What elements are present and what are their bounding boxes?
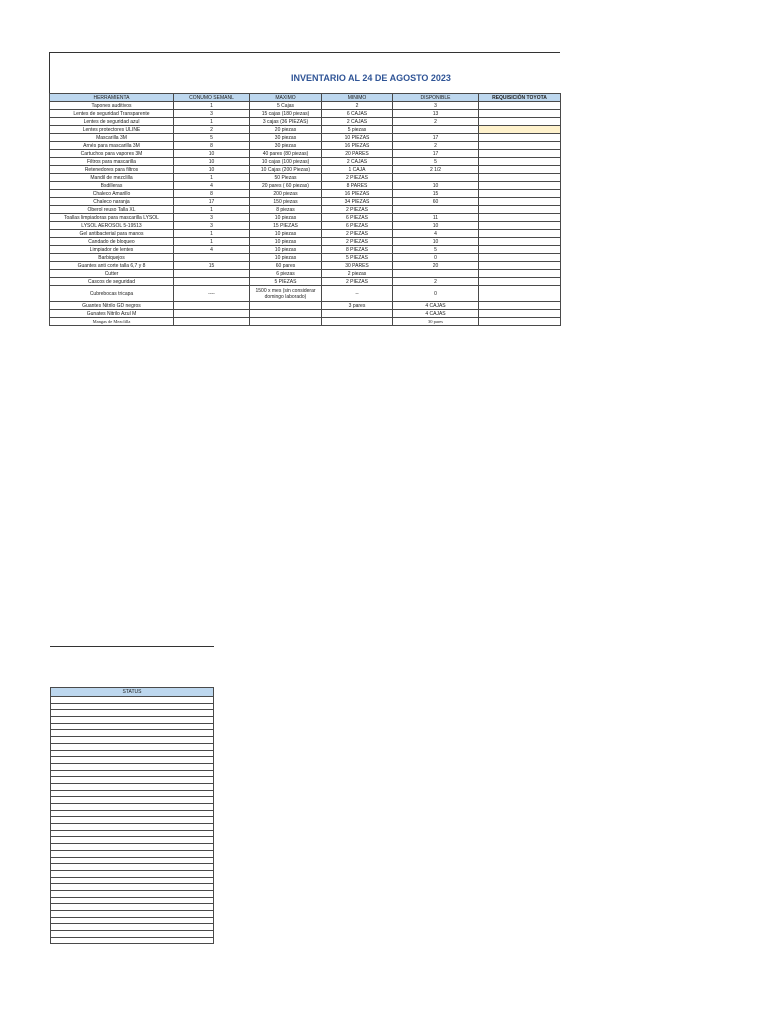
status-cell[interactable]	[51, 884, 214, 891]
cell-minimo[interactable]: 8 PIEZAS	[322, 246, 393, 254]
cell-minimo[interactable]: 6 CAJAS	[322, 110, 393, 118]
table-row	[50, 238, 561, 246]
cell-maximo[interactable]: 30 piezas	[250, 142, 322, 150]
cell-disponible[interactable]: 17	[393, 134, 479, 142]
cell-consumo[interactable]: 1	[174, 174, 250, 182]
cell-disponible[interactable]: 3	[393, 102, 479, 110]
status-cell[interactable]	[51, 937, 214, 944]
cell-disponible[interactable]: 0	[393, 286, 479, 302]
status-row	[51, 697, 214, 704]
status-cell[interactable]	[51, 750, 214, 757]
cell-minimo[interactable]	[322, 318, 393, 326]
cell-requisicion[interactable]	[479, 302, 561, 310]
cell-requisicion[interactable]	[479, 198, 561, 206]
status-row	[51, 703, 214, 710]
cell-herramienta[interactable]: LYSOL AEROSOL 5-19513	[50, 222, 174, 230]
status-row	[51, 844, 214, 851]
cell-requisicion[interactable]	[479, 158, 561, 166]
status-row	[51, 743, 214, 750]
status-row	[51, 897, 214, 904]
header-requisicion-toyota[interactable]: REQUISICIÓN TOYOTA	[479, 94, 561, 102]
status-row	[51, 931, 214, 938]
inventory-body	[50, 102, 561, 326]
status-row	[51, 830, 214, 837]
cell-herramienta[interactable]: Filtros para mascarilla	[50, 158, 174, 166]
cell-herramienta[interactable]: Mangas de Mezclilla	[50, 318, 174, 326]
status-row	[51, 777, 214, 784]
cell-maximo[interactable]: 15 cajas (180 piezas)	[250, 110, 322, 118]
status-row	[51, 770, 214, 777]
header-consumo-semanal[interactable]: CONUMO SEMANL	[174, 94, 250, 102]
cell-consumo[interactable]: 4	[174, 246, 250, 254]
cell-consumo[interactable]	[174, 270, 250, 278]
cell-consumo[interactable]	[174, 278, 250, 286]
cell-herramienta[interactable]: Mascarilla 3M	[50, 134, 174, 142]
cell-maximo[interactable]: 20 pares ( 60 piezas)	[250, 182, 322, 190]
status-cell[interactable]	[51, 790, 214, 797]
cell-disponible[interactable]: 20	[393, 262, 479, 270]
cell-requisicion[interactable]	[479, 318, 561, 326]
table-row	[50, 174, 561, 182]
cell-minimo[interactable]: 2 PIEZAS	[322, 174, 393, 182]
cell-herramienta[interactable]: Toallas limpiadoras para mascarilla LYSOL	[50, 214, 174, 222]
status-row	[51, 917, 214, 924]
header-herramienta[interactable]: HERRAMIENTA	[50, 94, 174, 102]
table-row	[50, 278, 561, 286]
cell-disponible[interactable]: 4 CAJAS	[393, 302, 479, 310]
cell-requisicion[interactable]	[479, 286, 561, 302]
cell-consumo[interactable]: 4	[174, 182, 250, 190]
cell-consumo[interactable]: 10	[174, 158, 250, 166]
cell-minimo[interactable]: 30 PARES	[322, 262, 393, 270]
cell-requisicion[interactable]	[479, 270, 561, 278]
cell-maximo[interactable]: 10 piezas	[250, 230, 322, 238]
cell-maximo[interactable]: 10 cajas (100 piezas)	[250, 158, 322, 166]
status-cell[interactable]	[51, 917, 214, 924]
cell-requisicion[interactable]	[479, 190, 561, 198]
table-row	[50, 110, 561, 118]
status-row	[51, 884, 214, 891]
cell-requisicion[interactable]	[479, 126, 561, 134]
status-cell[interactable]	[51, 723, 214, 730]
cell-requisicion[interactable]	[479, 174, 561, 182]
status-cell[interactable]	[51, 864, 214, 871]
cell-minimo[interactable]: 16 PIEZAS	[322, 142, 393, 150]
cell-minimo[interactable]	[322, 310, 393, 318]
table-row	[50, 198, 561, 206]
cell-minimo[interactable]: 5 piezas	[322, 126, 393, 134]
cell-minimo[interactable]: 6 PIEZAS	[322, 222, 393, 230]
cell-consumo[interactable]: 3	[174, 214, 250, 222]
cell-consumo[interactable]: 8	[174, 142, 250, 150]
cell-disponible[interactable]: 2	[393, 278, 479, 286]
cell-maximo[interactable]: 5 PIEZAS	[250, 278, 322, 286]
cell-consumo[interactable]: 17	[174, 198, 250, 206]
cell-consumo[interactable]: 8	[174, 190, 250, 198]
cell-herramienta[interactable]: Chaleco naranja	[50, 198, 174, 206]
cell-requisicion[interactable]	[479, 142, 561, 150]
cell-disponible[interactable]	[393, 270, 479, 278]
sheet-title: INVENTARIO AL 24 DE AGOSTO 2023	[291, 73, 451, 83]
status-cell[interactable]	[51, 824, 214, 831]
cell-herramienta[interactable]: Tapones auditivos	[50, 102, 174, 110]
cell-herramienta[interactable]: Guantes Nitrilo GD negros	[50, 302, 174, 310]
status-row	[51, 850, 214, 857]
cell-maximo[interactable]: 10 Cajas (200 Piezas)	[250, 166, 322, 174]
cell-minimo[interactable]: 3 pares	[322, 302, 393, 310]
status-row	[51, 870, 214, 877]
cell-maximo[interactable]: 10 piezas	[250, 214, 322, 222]
status-cell[interactable]	[51, 777, 214, 784]
table-row	[50, 214, 561, 222]
status-cell[interactable]	[51, 890, 214, 897]
status-cell[interactable]	[51, 730, 214, 737]
status-cell[interactable]	[51, 804, 214, 811]
table-row	[50, 134, 561, 142]
table-row	[50, 246, 561, 254]
status-cell[interactable]	[51, 924, 214, 931]
table-row	[50, 158, 561, 166]
status-cell[interactable]	[51, 844, 214, 851]
cell-minimo[interactable]: 2 CAJAS	[322, 158, 393, 166]
header-minimo[interactable]: MINIMO	[322, 94, 393, 102]
cell-minimo[interactable]: 2	[322, 102, 393, 110]
status-cell[interactable]	[51, 830, 214, 837]
cell-herramienta[interactable]: Cubrebocas tricapa	[50, 286, 174, 302]
cell-requisicion[interactable]	[479, 134, 561, 142]
cell-disponible[interactable]: 2	[393, 142, 479, 150]
cell-minimo[interactable]: 6 PIEZAS	[322, 214, 393, 222]
cell-consumo[interactable]: 1	[174, 102, 250, 110]
cell-disponible[interactable]: 10	[393, 222, 479, 230]
status-row	[51, 737, 214, 744]
status-header[interactable]: STATUS	[51, 688, 214, 697]
status-row	[51, 817, 214, 824]
status-cell[interactable]	[51, 897, 214, 904]
sheet-top-border	[49, 52, 560, 53]
status-row	[51, 877, 214, 884]
status-row	[51, 904, 214, 911]
table-row	[50, 206, 561, 214]
status-row	[51, 710, 214, 717]
cell-requisicion[interactable]	[479, 102, 561, 110]
table-row	[50, 118, 561, 126]
table-row	[50, 302, 561, 310]
cell-maximo[interactable]: 10 piezas	[250, 254, 322, 262]
cell-requisicion[interactable]	[479, 214, 561, 222]
cell-minimo[interactable]: 8 PARES	[322, 182, 393, 190]
cell-herramienta[interactable]: Barbiquejos	[50, 254, 174, 262]
cell-disponible[interactable]	[393, 174, 479, 182]
table-row	[50, 142, 561, 150]
cell-herramienta[interactable]: Gunates Nitrilo Azul M	[50, 310, 174, 318]
table-row	[50, 254, 561, 262]
cell-maximo[interactable]: 10 piezas	[250, 246, 322, 254]
table-row	[50, 150, 561, 158]
cell-consumo[interactable]	[174, 310, 250, 318]
cell-maximo[interactable]: 30 piezas	[250, 134, 322, 142]
header-disponible[interactable]: DISPONIBLE	[393, 94, 479, 102]
cell-herramienta[interactable]: Gel antibacterial para manos	[50, 230, 174, 238]
table-row	[50, 126, 561, 134]
cell-disponible[interactable]: 0	[393, 254, 479, 262]
status-row	[51, 730, 214, 737]
cell-minimo[interactable]: 34 PIEZAS	[322, 198, 393, 206]
cell-minimo[interactable]: 10 PIEZAS	[322, 134, 393, 142]
cell-disponible[interactable]: 15	[393, 190, 479, 198]
table-row	[50, 182, 561, 190]
cell-disponible[interactable]: 30 pares	[393, 318, 479, 326]
cell-disponible[interactable]: 5	[393, 246, 479, 254]
cell-requisicion[interactable]	[479, 166, 561, 174]
cell-requisicion[interactable]	[479, 246, 561, 254]
status-row	[51, 797, 214, 804]
status-cell[interactable]	[51, 757, 214, 764]
status-row	[51, 783, 214, 790]
inventory-table	[49, 93, 561, 326]
cell-requisicion[interactable]	[479, 254, 561, 262]
cell-minimo[interactable]: 20 PARES	[322, 150, 393, 158]
cell-consumo[interactable]	[174, 302, 250, 310]
cell-consumo[interactable]: 1	[174, 206, 250, 214]
status-header-row	[51, 688, 214, 697]
cell-minimo[interactable]: 2 CAJAS	[322, 118, 393, 126]
cell-consumo[interactable]: 1	[174, 238, 250, 246]
status-cell[interactable]	[51, 797, 214, 804]
cell-herramienta[interactable]: Limpiador de lentes	[50, 246, 174, 254]
cell-maximo[interactable]: 5 Cajas	[250, 102, 322, 110]
status-row	[51, 911, 214, 918]
status-cell[interactable]	[51, 911, 214, 918]
cell-maximo[interactable]	[250, 302, 322, 310]
cell-requisicion[interactable]	[479, 118, 561, 126]
cell-maximo[interactable]: 150 piezas	[250, 198, 322, 206]
cell-disponible[interactable]: 17	[393, 150, 479, 158]
cell-herramienta[interactable]: Lentes de seguridad azul	[50, 118, 174, 126]
cell-disponible[interactable]: 5	[393, 158, 479, 166]
cell-consumo[interactable]: 5	[174, 134, 250, 142]
cell-requisicion[interactable]	[479, 230, 561, 238]
cell-maximo[interactable]: 6 piezas	[250, 270, 322, 278]
cell-minimo[interactable]: 1 CAJA	[322, 166, 393, 174]
status-row	[51, 723, 214, 730]
table-row	[50, 310, 561, 318]
cell-requisicion[interactable]	[479, 206, 561, 214]
status-cell[interactable]	[51, 697, 214, 704]
cell-minimo[interactable]: 2 PIEZAS	[322, 238, 393, 246]
status-cell[interactable]	[51, 710, 214, 717]
status-cell[interactable]	[51, 850, 214, 857]
cell-herramienta[interactable]: Mandil de mezclilla	[50, 174, 174, 182]
status-cell[interactable]	[51, 763, 214, 770]
cell-herramienta[interactable]: Bsdilleras	[50, 182, 174, 190]
status-row	[51, 750, 214, 757]
status-cell[interactable]	[51, 810, 214, 817]
status-row	[51, 857, 214, 864]
cell-maximo[interactable]: 40 pares (80 piezas)	[250, 150, 322, 158]
cell-minimo[interactable]: 2 PIEZAS	[322, 278, 393, 286]
cell-minimo[interactable]: 2 PIEZAS	[322, 230, 393, 238]
cell-herramienta[interactable]: Lentes de seguridad Transparente	[50, 110, 174, 118]
cell-minimo[interactable]: 16 PIEZAS	[322, 190, 393, 198]
status-cell[interactable]	[51, 870, 214, 877]
cell-minimo[interactable]: --	[322, 286, 393, 302]
cell-herramienta[interactable]: Oberol reuso Talla XL	[50, 206, 174, 214]
cell-requisicion[interactable]	[479, 278, 561, 286]
cell-requisicion[interactable]	[479, 150, 561, 158]
status-body	[51, 697, 214, 944]
status-table	[50, 687, 214, 944]
cell-disponible[interactable]: 10	[393, 238, 479, 246]
cell-disponible[interactable]: 60	[393, 198, 479, 206]
status-row	[51, 810, 214, 817]
cell-consumo[interactable]: 10	[174, 150, 250, 158]
status-row	[51, 937, 214, 944]
cell-disponible[interactable]: 13	[393, 110, 479, 118]
status-cell[interactable]	[51, 743, 214, 750]
cell-maximo[interactable]: 1500 x mes (sin considerar domingo laborado)	[250, 286, 322, 302]
status-row	[51, 890, 214, 897]
table-row	[50, 102, 561, 110]
cell-maximo[interactable]: 50 Piezas	[250, 174, 322, 182]
status-cell[interactable]	[51, 904, 214, 911]
table-row	[50, 230, 561, 238]
cell-maximo[interactable]: 200 piezas	[250, 190, 322, 198]
cell-consumo[interactable]: 1	[174, 118, 250, 126]
cell-maximo[interactable]: 8 piezas	[250, 206, 322, 214]
cell-minimo[interactable]: 5 PIEZAS	[322, 254, 393, 262]
cell-disponible[interactable]: 4	[393, 230, 479, 238]
status-cell[interactable]	[51, 717, 214, 724]
status-row	[51, 717, 214, 724]
status-cell[interactable]	[51, 703, 214, 710]
status-row	[51, 824, 214, 831]
cell-requisicion[interactable]	[479, 262, 561, 270]
cell-maximo[interactable]: 15 PIEZAS	[250, 222, 322, 230]
cell-disponible[interactable]: 11	[393, 214, 479, 222]
table-row	[50, 190, 561, 198]
cell-maximo[interactable]	[250, 310, 322, 318]
cell-consumo[interactable]	[174, 318, 250, 326]
cell-maximo[interactable]: 3 cajas (36 PIEZAS)	[250, 118, 322, 126]
cell-herramienta[interactable]: Cutter	[50, 270, 174, 278]
status-cell[interactable]	[51, 837, 214, 844]
status-cell[interactable]	[51, 817, 214, 824]
cell-minimo[interactable]: 2 piezas	[322, 270, 393, 278]
inventory-header-row	[50, 94, 561, 102]
cell-herramienta[interactable]: Arnés para mascarilla 3M	[50, 142, 174, 150]
status-row	[51, 924, 214, 931]
status-cell[interactable]	[51, 931, 214, 938]
cell-maximo[interactable]	[250, 318, 322, 326]
cell-consumo[interactable]: 10	[174, 166, 250, 174]
table-row	[50, 262, 561, 270]
cell-herramienta[interactable]: Cascos de seguridad	[50, 278, 174, 286]
header-maximo[interactable]: MAXIMO	[250, 94, 322, 102]
status-cell[interactable]	[51, 857, 214, 864]
status-divider	[50, 646, 214, 647]
cell-requisicion[interactable]	[479, 310, 561, 318]
cell-maximo[interactable]: 10 piezas	[250, 238, 322, 246]
status-row	[51, 757, 214, 764]
cell-disponible[interactable]: 4 CAJAS	[393, 310, 479, 318]
cell-disponible[interactable]	[393, 206, 479, 214]
status-cell[interactable]	[51, 783, 214, 790]
cell-consumo[interactable]: 3	[174, 110, 250, 118]
cell-herramienta[interactable]: Cartuchos para vapores 3M	[50, 150, 174, 158]
cell-consumo[interactable]: 1	[174, 230, 250, 238]
cell-requisicion[interactable]	[479, 182, 561, 190]
cell-herramienta[interactable]: Guantes anti corte talla 6,7 y 8	[50, 262, 174, 270]
table-row	[50, 286, 561, 302]
cell-maximo[interactable]: 60 pares	[250, 262, 322, 270]
cell-maximo[interactable]: 20 piezas	[250, 126, 322, 134]
status-row	[51, 763, 214, 770]
cell-herramienta[interactable]: Candado de bloqueo	[50, 238, 174, 246]
status-row	[51, 790, 214, 797]
cell-requisicion[interactable]	[479, 110, 561, 118]
cell-consumo[interactable]: ----	[174, 286, 250, 302]
status-row	[51, 837, 214, 844]
status-cell[interactable]	[51, 770, 214, 777]
table-row	[50, 270, 561, 278]
cell-herramienta[interactable]: Retenedores para filtros	[50, 166, 174, 174]
table-row	[50, 166, 561, 174]
cell-requisicion[interactable]	[479, 238, 561, 246]
status-row	[51, 864, 214, 871]
table-row	[50, 222, 561, 230]
cell-herramienta[interactable]: Chaleco Amarillo	[50, 190, 174, 198]
cell-disponible[interactable]	[393, 126, 479, 134]
cell-disponible[interactable]: 10	[393, 182, 479, 190]
cell-consumo[interactable]	[174, 254, 250, 262]
status-cell[interactable]	[51, 877, 214, 884]
cell-consumo[interactable]: 2	[174, 126, 250, 134]
status-cell[interactable]	[51, 737, 214, 744]
cell-consumo[interactable]: 3	[174, 222, 250, 230]
cell-disponible[interactable]: 2	[393, 118, 479, 126]
cell-minimo[interactable]: 2 PIEZAS	[322, 206, 393, 214]
cell-herramienta[interactable]: Lentes protectores ULINE	[50, 126, 174, 134]
table-row	[50, 318, 561, 326]
status-row	[51, 804, 214, 811]
cell-disponible[interactable]: 2 1/2	[393, 166, 479, 174]
cell-requisicion[interactable]	[479, 222, 561, 230]
cell-consumo[interactable]: 15	[174, 262, 250, 270]
